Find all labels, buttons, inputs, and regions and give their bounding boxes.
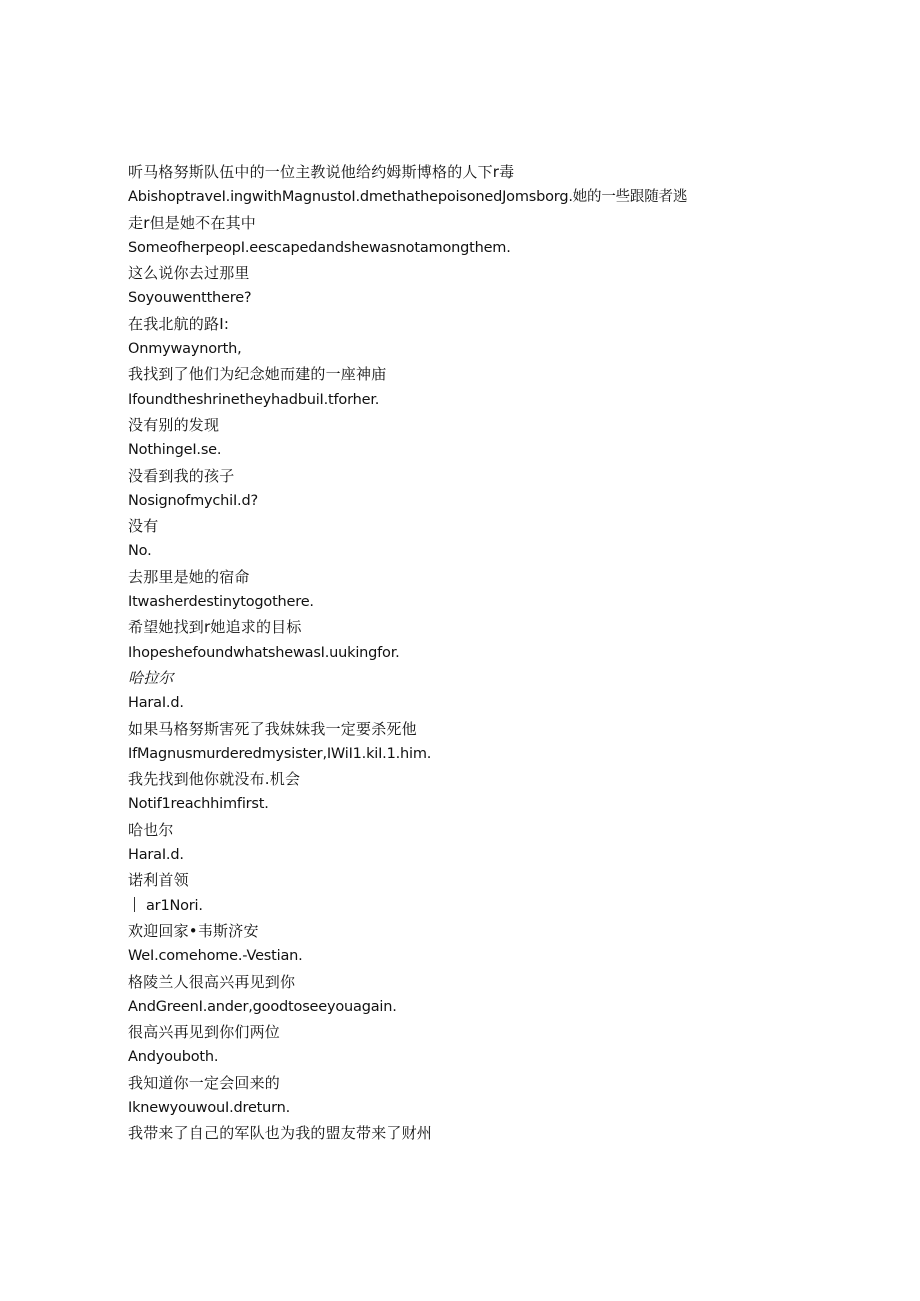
english-subtitle-line [128, 388, 828, 413]
line-text: 在我北航的路I: [128, 314, 230, 333]
line-text: 走r但是她不在其中 [128, 213, 256, 232]
line-text: WeI.comehome.-Vestian. [128, 948, 303, 965]
line-text: IhopeshefoundwhatshewasI.uukingfor. [128, 644, 400, 661]
vertical-bar-mark [134, 897, 135, 912]
line-text: SomeofherpeopI.eescapedandshewasnotamongthem. [128, 239, 511, 256]
line-text: 我带来了自己的军队也为我的盟友带来了财州 [128, 1124, 433, 1143]
chinese-subtitle-line [128, 413, 828, 438]
english-subtitle-line [128, 1045, 828, 1070]
line-text: 这么说你去过那里 [128, 264, 250, 283]
chinese-subtitle-line [128, 261, 828, 286]
line-text: 格陵兰人很高兴再见到你 [128, 972, 296, 991]
english-subtitle-line [128, 185, 828, 210]
line-text: NosignofmychiI.d? [128, 492, 258, 509]
line-text: 欢迎回家•韦斯济安 [128, 921, 259, 940]
english-subtitle-line [128, 590, 828, 615]
chinese-subtitle-line [128, 970, 828, 995]
line-text: 没有 [128, 517, 159, 536]
chinese-subtitle-line [128, 818, 828, 843]
chinese-subtitle-line [128, 1121, 828, 1146]
line-text: 我找到了他们为纪念她而建的一座神庙 [128, 365, 387, 384]
english-subtitle-line [128, 995, 828, 1020]
line-text: AndGreenI.ander,goodtoseeyouagain. [128, 998, 397, 1015]
subtitle-text-body [128, 160, 828, 1147]
english-subtitle-line [128, 489, 828, 514]
chinese-subtitle-line [128, 464, 828, 489]
english-subtitle-line [128, 792, 828, 817]
line-text: 哈拉尔 [128, 668, 174, 687]
chinese-subtitle-line [128, 615, 828, 640]
english-subtitle-line [128, 641, 828, 666]
english-subtitle-line [128, 742, 828, 767]
english-subtitle-line [128, 843, 828, 868]
line-text: IknewyouwouI.dreturn. [128, 1099, 291, 1116]
chinese-subtitle-line [128, 1020, 828, 1045]
line-text: HaraI.d. [128, 847, 184, 864]
line-text: Andyouboth. [128, 1049, 219, 1066]
line-text: 去那里是她的宿命 [128, 567, 250, 586]
english-subtitle-line [128, 944, 828, 969]
english-subtitle-line [128, 286, 828, 311]
line-text: Notif1reachhimfirst. [128, 796, 269, 813]
chinese-subtitle-line [128, 312, 828, 337]
chinese-subtitle-line [128, 717, 828, 742]
english-subtitle-line [128, 1096, 828, 1121]
english-subtitle-line [128, 438, 828, 463]
chinese-subtitle-line [128, 666, 828, 691]
line-text: 如果马格努斯害死了我妹妹我一定要杀死他 [128, 719, 417, 738]
english-subtitle-line [128, 539, 828, 564]
chinese-subtitle-line [128, 565, 828, 590]
chinese-subtitle-line [128, 211, 828, 236]
chinese-subtitle-line [128, 1071, 828, 1096]
english-subtitle-line [128, 236, 828, 261]
line-text: 哈也尔 [128, 820, 174, 839]
chinese-subtitle-line [128, 160, 828, 185]
line-text: 没看到我的孩子 [128, 466, 235, 485]
line-text: IfMagnusmurderedmysister,IWiI1.kiI.1.him. [128, 745, 432, 762]
line-text: AbishoptraveI.ingwithMagnustoI.dmethathepoisonedJomsborg.她的一些跟随者逃 [128, 189, 688, 206]
english-subtitle-line [128, 337, 828, 362]
line-text: IfoundtheshrinetheyhadbuiI.tforher. [128, 391, 380, 408]
line-text: 我先找到他你就没布.机会 [128, 770, 301, 789]
line-text: No. [128, 543, 152, 560]
line-text: 希望她找到r她追求的目标 [128, 618, 302, 637]
english-subtitle-line [128, 894, 828, 919]
line-text: 诺利首领 [128, 871, 189, 890]
chinese-subtitle-line [128, 514, 828, 539]
chinese-subtitle-line [128, 362, 828, 387]
line-text: Onmywaynorth, [128, 341, 242, 358]
chinese-subtitle-line [128, 767, 828, 792]
line-text: HaraI.d. [128, 695, 184, 712]
line-text: 很高兴再见到你们两位 [128, 1023, 281, 1042]
chinese-subtitle-line [128, 868, 828, 893]
line-text: Soyouwentthere? [128, 290, 252, 307]
line-text: Itwasherdestinytogothere. [128, 594, 314, 611]
line-text: 听马格努斯队伍中的一位主教说他给约姆斯博格的人下r毒 [128, 163, 515, 181]
line-text: 没有别的发现 [128, 415, 220, 434]
chinese-subtitle-line [128, 919, 828, 944]
line-text: ar1Nori. [146, 897, 203, 914]
line-text: 我知道你一定会回来的 [128, 1073, 281, 1092]
line-text: NothingeI.se. [128, 442, 222, 459]
english-subtitle-line [128, 691, 828, 716]
